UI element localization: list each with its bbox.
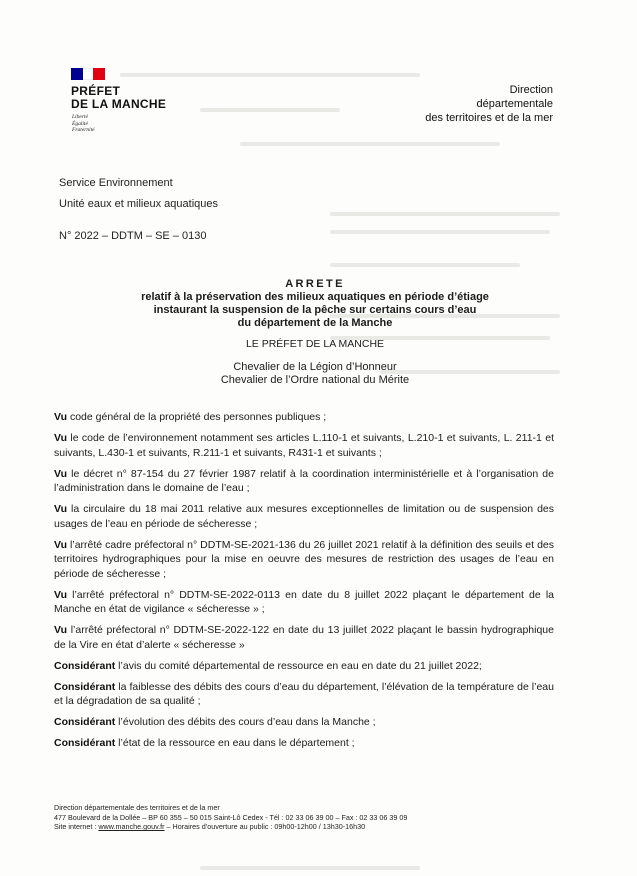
republic-motto xyxy=(72,114,95,134)
recital-text: l’avis du comité départemental de ressource en eau en date du 21 juillet 2022; xyxy=(115,659,482,672)
recital-text: l’arrêté préfectoral n° DDTM-SE-2022-0113 en date du 8 juillet 2022 plaçant le département de la Manche en état de vigilance « sécheresse » ; xyxy=(54,588,554,615)
footer-address: 477 Boulevard de la Dollée – BP 60 355 – 50 015 Saint-Lô Cedex - Tél : 02 33 06 39 00 – Fax : 02 33 06 39 09 xyxy=(54,812,408,822)
recital-text: le code de l’environnement notamment ses articles L.110-1 et suivants, L.210-1 et suivants, L. 211-1 et suivants, L.430-1 et suivants, R.211-1 et suivants, R431-1 et suivants ; xyxy=(54,432,554,459)
prefet-title xyxy=(71,85,166,111)
recital-text: l’arrêté préfectoral n° DDTM-SE-2022-122 en date du 13 juillet 2022 plaçant le bassin hydrographique de la Vire en état d’alerte « sécheresse » xyxy=(54,624,554,651)
prefet-authority: LE PRÉFET DE LA MANCHE xyxy=(245,338,385,350)
footer-hours: – Horaires d’ouverture au public : 09h00-12h00 / 13h30-16h30 xyxy=(164,822,366,831)
recital-lead: Vu xyxy=(54,624,68,636)
direction-line: départementale xyxy=(476,98,553,110)
direction-line: des territoires et de la mer xyxy=(425,112,553,124)
unit-name: Unité eaux et milieux aquatiques xyxy=(59,198,218,210)
recital-lead: Considérant xyxy=(54,737,116,749)
recital-lead: Considérant xyxy=(54,659,116,672)
issuing-direction xyxy=(425,83,553,125)
recital-vu xyxy=(54,410,554,425)
motto-fraternite: Fraternité xyxy=(72,127,95,133)
recital-text: l’arrêté cadre préfectoral n° DDTM-SE-2021-136 du 26 juillet 2021 relatif à la définition des seuils et des territoires hydrographiques pour la mise en oeuvre des mesures de restriction des usages de l’eau en période de sécheresse ; xyxy=(54,538,554,580)
recital-vu xyxy=(54,623,554,652)
show-through-mark xyxy=(240,142,500,146)
decree-title-block xyxy=(60,278,570,387)
recital-considerant xyxy=(54,736,554,751)
show-through-mark xyxy=(330,212,560,216)
prefet-line-1: PRÉFET xyxy=(71,84,121,98)
decree-subtitle-line: relatif à la préservation des milieux aquatiques en période d’étiage xyxy=(141,291,489,303)
page-footer xyxy=(54,803,407,832)
recital-vu xyxy=(54,588,554,617)
recital-lead: Vu xyxy=(54,432,68,444)
recital-text: l’évolution des débits des cours d’eau dans la Manche ; xyxy=(115,716,376,728)
motto-liberte: Liberté xyxy=(72,114,88,120)
website-link[interactable]: www.manche.gouv.fr xyxy=(98,822,165,831)
recital-lead: Vu xyxy=(54,503,68,515)
recital-lead: Vu xyxy=(54,588,68,601)
show-through-mark xyxy=(200,866,420,870)
reference-number: N° 2022 – DDTM – SE – 0130 xyxy=(59,230,207,242)
show-through-mark xyxy=(120,73,420,77)
recital-vu xyxy=(54,502,554,531)
recital-vu xyxy=(54,538,554,582)
recital-lead: Vu xyxy=(54,411,68,423)
motto-egalite: Égalité xyxy=(72,120,88,127)
recital-text: la circulaire du 18 mai 2011 relative aux mesures exceptionnelles de limitation ou de suspension des usages de l’eau en période de sécheresse ; xyxy=(54,503,554,530)
decree-heading: ARRETE xyxy=(285,278,345,290)
recital-vu xyxy=(54,467,554,496)
recital-considerant xyxy=(54,715,554,730)
recital-lead: Vu xyxy=(54,467,68,480)
recitals-list xyxy=(54,410,554,757)
recital-text: le décret n° 87-154 du 27 février 1987 relatif à la coordination interministérielle et à l’organisation de l’administration dans le domaine de l’eau ; xyxy=(54,467,554,494)
service-name: Service Environnement xyxy=(59,177,173,189)
flag-red-band xyxy=(93,68,105,80)
honor-title: Chevalier de l’Ordre national du Mérite xyxy=(220,374,410,386)
direction-line: Direction xyxy=(509,84,553,96)
flag-blue-band xyxy=(71,68,83,80)
recital-lead: Considérant xyxy=(54,680,116,693)
decree-subtitle-line: du département de la Manche xyxy=(237,317,393,329)
prefet-line-2: DE LA MANCHE xyxy=(71,97,167,111)
recital-text: l’état de la ressource en eau dans le département ; xyxy=(115,737,355,749)
recital-vu xyxy=(54,431,554,460)
show-through-mark xyxy=(200,108,340,112)
footer-website-line xyxy=(54,822,407,832)
footer-org: Direction départementale des territoires et de la mer xyxy=(54,803,220,812)
flag-white-band xyxy=(83,68,93,80)
recital-considerant xyxy=(54,659,554,674)
show-through-mark xyxy=(330,263,520,267)
footer-website-label: Site internet : xyxy=(54,822,99,831)
recital-considerant xyxy=(54,680,554,709)
honor-title: Chevalier de la Légion d’Honneur xyxy=(233,361,397,373)
recital-lead: Considérant xyxy=(54,716,116,728)
recital-text: la faiblesse des débits des cours d’eau du département, l’élévation de la température de l’eau et la dégradation de sa qualité ; xyxy=(54,680,554,707)
decree-subtitle-line: instaurant la suspension de la pêche sur certains cours d’eau xyxy=(153,304,477,316)
recital-text: code général de la propriété des personnes publiques ; xyxy=(67,411,327,423)
show-through-mark xyxy=(330,230,550,234)
republic-flag-logo xyxy=(71,68,105,80)
recital-lead: Vu xyxy=(54,538,68,551)
